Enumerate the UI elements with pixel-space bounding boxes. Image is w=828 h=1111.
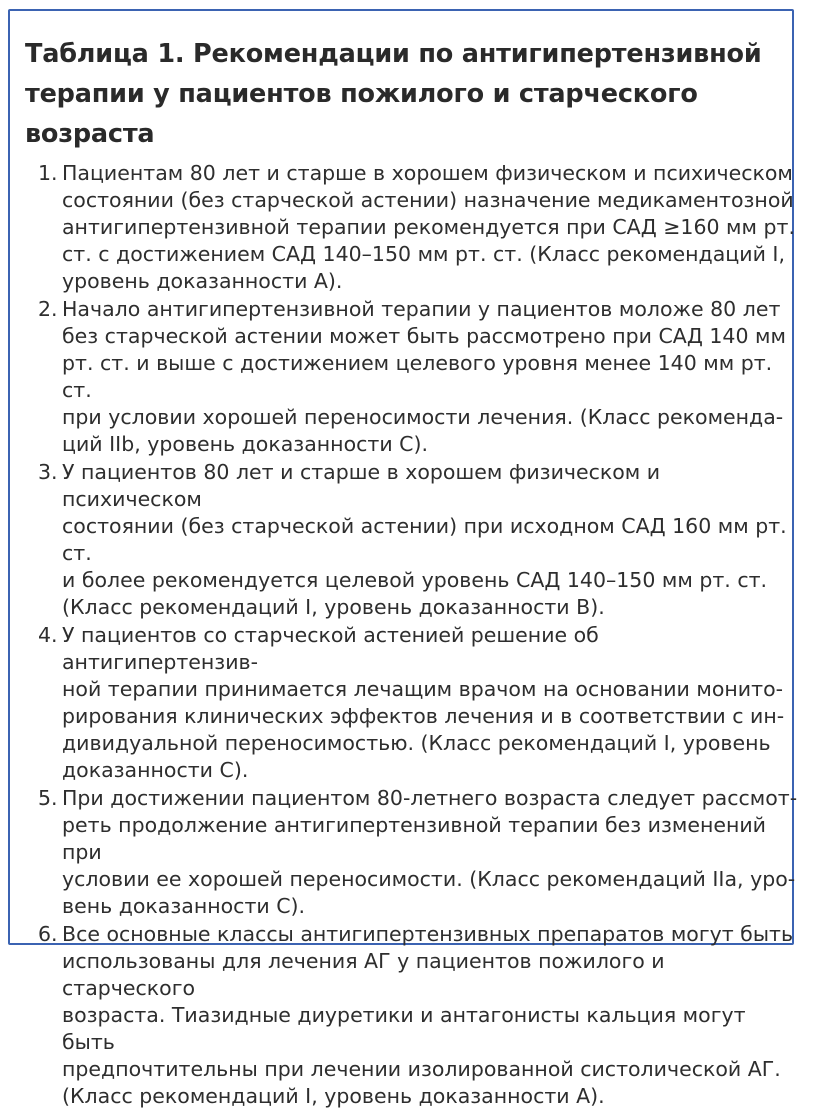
item-text: Все основные классы антигипертензивных препаратов могут быть использованы для лечения АГ у пациентов пожилого и старческого возраста. Тиазидные диуретики и антагонисты кальция могут быть предпочтительны при лечении изолированной систолической АГ. (Класс рекомендаций I, уровень доказанности А). (62, 922, 794, 1108)
list-item (38, 785, 798, 920)
item-number: 1. (38, 161, 58, 185)
list-item (38, 296, 798, 458)
item-text: При достижении пациентом 80-летнего возраста следует рассмот- реть продолжение антигипертензивной терапии без изменений при условии ее хорошей переносимости. (Класс рекомендаций IIa, уро- вень доказанности С). (62, 786, 798, 918)
recommendations-list (38, 160, 798, 1111)
list-item (38, 459, 798, 621)
item-number: 2. (38, 297, 58, 321)
item-text: У пациентов 80 лет и старше в хорошем физическом и психическом состоянии (без старческой астении) при исходном САД 160 мм рт. ст. и более рекомендуется целевой уровень САД 140–150 мм рт. ст. (Класс рекомендаций I, уровень доказанности В). (62, 460, 787, 619)
item-text: Пациентам 80 лет и старше в хорошем физическом и психическом состоянии (без старческой астении) назначение медикаментозной антигипертензивной терапии рекомендуется при САД ≥160 мм рт. ст. с достижением САД 140–150 мм рт. ст. (Класс рекомендаций I, уровень доказанности А). (62, 161, 795, 293)
list-item (38, 160, 798, 295)
list-item (38, 622, 798, 784)
item-number: 4. (38, 623, 58, 647)
table-title: Таблица 1. Рекомендации по антигипертензивной терапии у пациентов пожилого и старческого возраста (25, 39, 762, 149)
item-number: 6. (38, 922, 58, 946)
item-number: 3. (38, 460, 58, 484)
list-item (38, 921, 798, 1110)
item-text: Начало антигипертензивной терапии у пациентов моложе 80 лет без старческой астении может быть рассмотрено при САД 140 мм рт. ст. и выше с достижением целевого уровня менее 140 мм рт. ст. при условии хорошей переносимости лечения. (Класс рекоменда- ций IIb, уровень доказанности С). (62, 297, 786, 456)
item-number: 5. (38, 786, 58, 810)
item-text: У пациентов со старческой астенией решение об антигипертензив- ной терапии принимается лечащим врачом на основании монито- рирования клинических эффектов лечения и в соответствии с ин- дивидуальной переносимостью. (Класс рекомендаций I, уровень доказанности С). (62, 623, 785, 782)
